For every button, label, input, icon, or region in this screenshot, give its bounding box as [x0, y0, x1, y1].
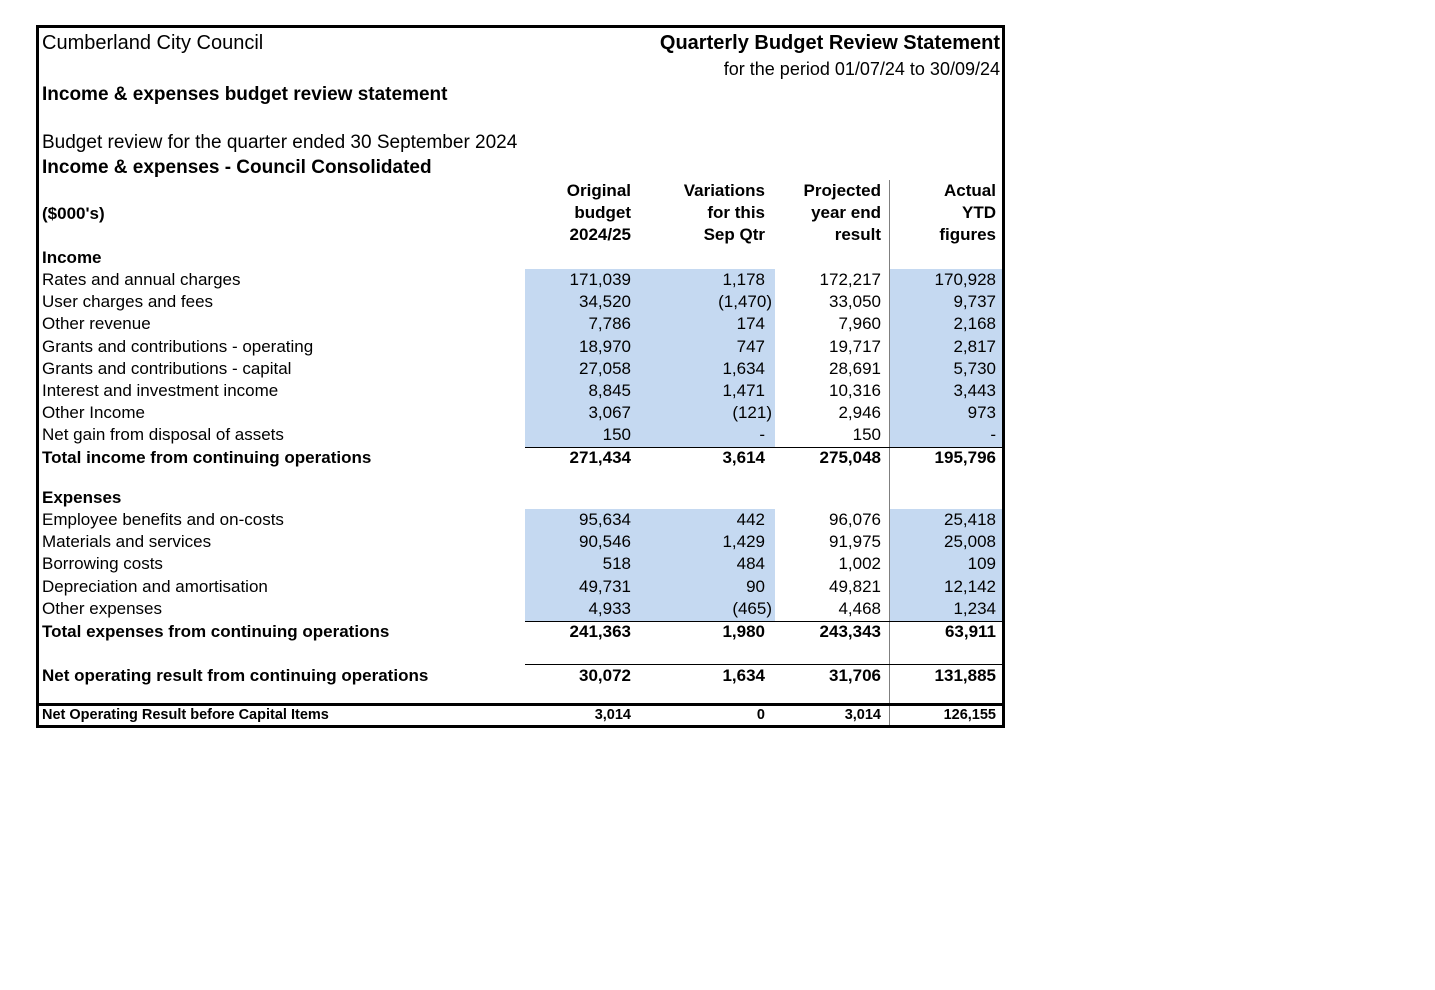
table-cell: 518 — [602, 554, 631, 574]
units-label: ($000's) — [42, 204, 105, 223]
table-row-label: Borrowing costs — [42, 554, 163, 574]
consolidated-heading: Income & expenses - Council Consolidated — [42, 157, 432, 178]
table-cell: 1,471 — [722, 381, 765, 400]
actual-column-separator — [889, 180, 890, 725]
table-cell: 174 — [736, 314, 765, 334]
table-cell: - — [759, 425, 765, 445]
table-cell: 3,014 — [594, 707, 631, 723]
table-cell: 1,002 — [838, 554, 881, 574]
table-cell: 172,217 — [819, 270, 881, 289]
table-cell: 3,443 — [953, 381, 996, 400]
income-heading: Income — [42, 248, 102, 267]
table-cell: 96,076 — [829, 510, 881, 529]
table-cell: 18,970 — [579, 336, 631, 356]
statement-main-title: Quarterly Budget Review Statement — [659, 32, 1000, 54]
table-cell: 7,786 — [588, 314, 631, 334]
table-cell: 131,885 — [934, 666, 996, 685]
table-cell: 484 — [736, 554, 765, 574]
table-cell: 63,911 — [944, 622, 996, 641]
table-cell: 3,614 — [722, 448, 765, 467]
table-cell: 7,960 — [838, 314, 881, 334]
expenses-heading: Expenses — [42, 488, 122, 507]
expenses-total-label: Total expenses from continuing operations — [42, 622, 390, 641]
statement-subtitle: Income & expenses budget review statement — [42, 84, 448, 105]
table-row-label: Rates and annual charges — [42, 270, 241, 289]
table-cell: 49,821 — [829, 576, 881, 596]
table-cell: 91,975 — [829, 532, 881, 552]
table-cell: 4,468 — [838, 598, 881, 618]
table-cell: 271,434 — [569, 448, 631, 467]
col-header-variations: Variations for this Sep Qtr — [683, 181, 765, 245]
table-cell: 4,933 — [588, 598, 631, 618]
table-cell: 5,730 — [953, 358, 996, 378]
review-line: Budget review for the quarter ended 30 September 2024 — [42, 132, 518, 153]
col-header-original: Original budget 2024/25 — [566, 181, 631, 245]
table-cell: 95,634 — [579, 510, 631, 529]
table-cell: 275,048 — [819, 448, 881, 467]
table-cell: 1,634 — [722, 666, 765, 685]
table-cell: 1,178 — [722, 270, 765, 289]
table-row-label: Other expenses — [42, 598, 163, 618]
table-row-label: Interest and investment income — [42, 381, 279, 400]
org-name: Cumberland City Council — [42, 32, 264, 54]
table-cell: 49,731 — [579, 576, 631, 596]
net-operating-label: Net operating result from continuing operations — [42, 666, 429, 685]
table-cell: 1,234 — [953, 598, 996, 618]
table-row-label: Grants and contributions - capital — [42, 358, 292, 378]
table-cell: 170,928 — [934, 270, 996, 289]
table-cell: 442 — [736, 510, 765, 529]
table-cell: 973 — [967, 403, 996, 423]
table-cell: 150 — [852, 425, 881, 445]
table-cell: 195,796 — [934, 448, 996, 467]
table-cell: 3,067 — [588, 403, 631, 423]
table-cell: 1,980 — [722, 622, 765, 641]
table-cell: 33,050 — [829, 292, 881, 312]
table-cell: 25,418 — [944, 510, 996, 529]
table-cell: 3,014 — [844, 707, 881, 723]
income-total-label: Total income from continuing operations — [42, 448, 372, 467]
net-before-capital-label: Net Operating Result before Capital Items — [42, 707, 329, 723]
table-cell: 30,072 — [579, 666, 631, 685]
table-row-label: Other revenue — [42, 314, 151, 334]
table-cell: 243,343 — [819, 622, 881, 641]
table-cell: 1,634 — [722, 358, 765, 378]
table-cell: 28,691 — [829, 358, 881, 378]
col-header-projected: Projected year end result — [803, 181, 881, 245]
table-cell: 2,817 — [953, 336, 996, 356]
table-cell: 241,363 — [569, 622, 631, 641]
table-row-label: Materials and services — [42, 532, 212, 552]
table-cell: 2,946 — [838, 403, 881, 423]
table-cell: 31,706 — [829, 666, 881, 685]
table-cell: 109 — [967, 554, 996, 574]
table-cell: 90 — [746, 576, 765, 596]
table-cell: 27,058 — [579, 358, 631, 378]
table-cell: (465) — [732, 598, 772, 618]
table-cell: 171,039 — [569, 270, 631, 289]
table-cell: 12,142 — [944, 576, 996, 596]
col-header-actual: Actual YTD figures — [939, 181, 996, 245]
budget-statement-sheet — [36, 25, 1005, 728]
table-row-label: Employee benefits and on-costs — [42, 510, 284, 529]
table-cell: (121) — [732, 403, 772, 423]
table-cell: 10,316 — [829, 381, 881, 400]
table-cell: 8,845 — [588, 381, 631, 400]
table-cell: 19,717 — [829, 336, 881, 356]
table-cell: 90,546 — [579, 532, 631, 552]
table-cell: - — [990, 425, 996, 445]
period-line: for the period 01/07/24 to 30/09/24 — [723, 59, 1000, 79]
table-cell: 126,155 — [943, 707, 996, 723]
table-cell: 747 — [736, 336, 765, 356]
table-row-label: User charges and fees — [42, 292, 214, 312]
table-cell: 9,737 — [953, 292, 996, 312]
table-cell: 1,429 — [722, 532, 765, 552]
table-cell: 25,008 — [944, 532, 996, 552]
table-row-label: Grants and contributions - operating — [42, 336, 314, 356]
table-cell: 34,520 — [579, 292, 631, 312]
table-row-label: Depreciation and amortisation — [42, 576, 268, 596]
table-cell: 0 — [756, 707, 765, 723]
table-row-label: Other Income — [42, 403, 145, 423]
table-cell: (1,470) — [718, 292, 772, 312]
table-cell: 150 — [602, 425, 631, 445]
table-cell: 2,168 — [953, 314, 996, 334]
table-row-label: Net gain from disposal of assets — [42, 425, 284, 445]
